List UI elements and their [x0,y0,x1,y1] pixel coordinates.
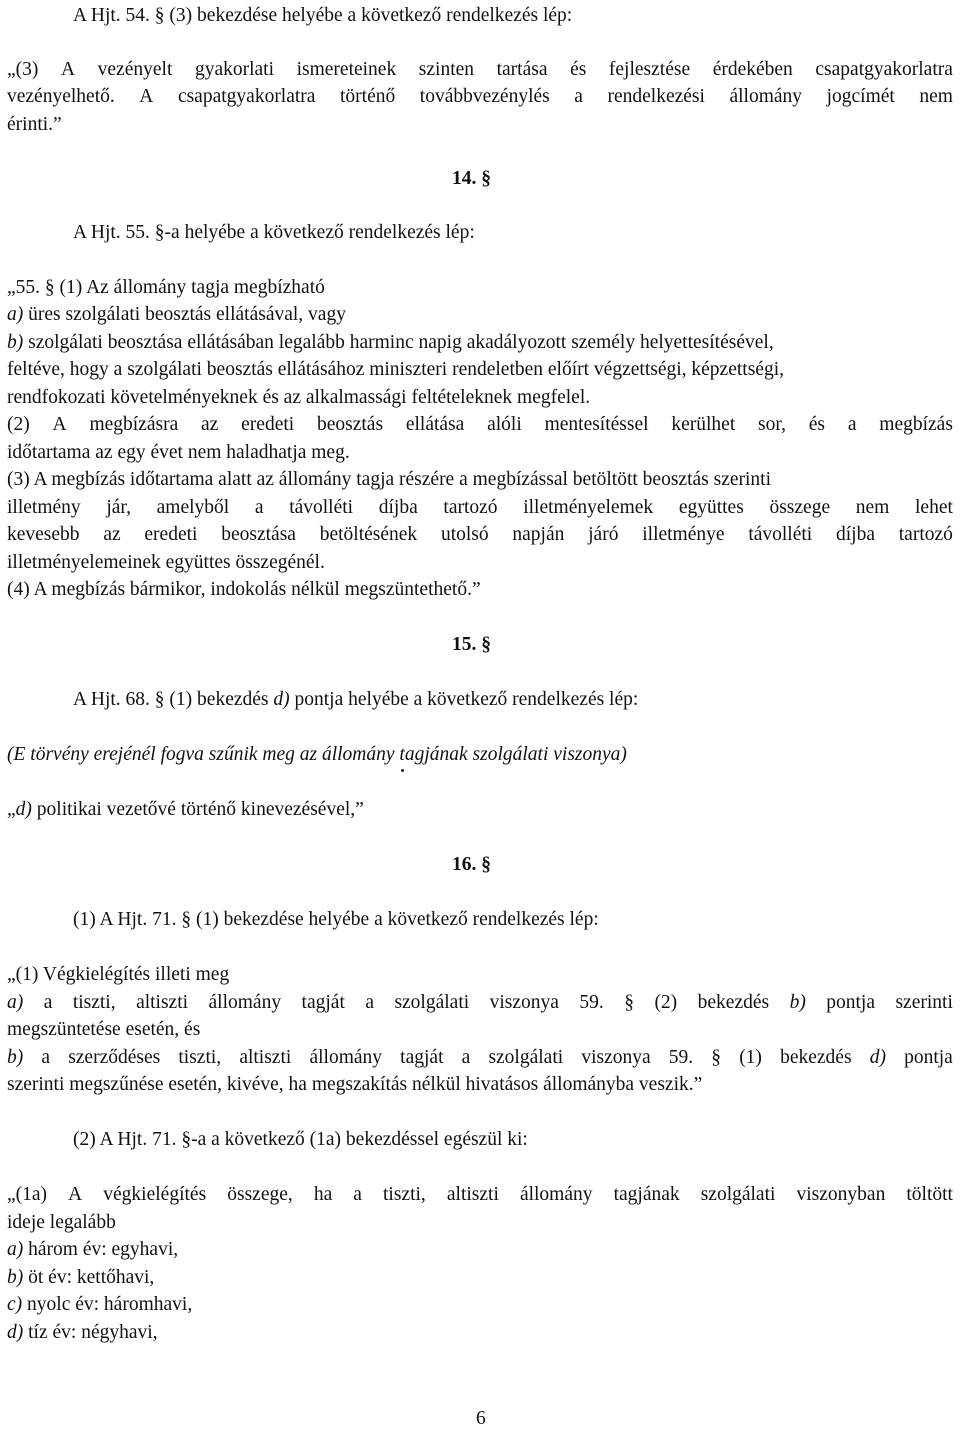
word: töltött [906,1184,953,1205]
word: a) [7,992,24,1013]
s16-item-a [7,1237,178,1263]
s16-p1-line-2 [7,990,953,1016]
word: fejlesztése [608,59,691,80]
word: megbízás [879,414,953,435]
s16-item-b-text: öt év: kettőhavi, [23,1267,155,1288]
word: tiszti, [383,1184,426,1205]
word: A [68,1184,83,1205]
s14-line-8: (3) A megbízás időtartama alatt az állomány tagja részére a megbízással betöltött beosztás szerinti [7,469,771,490]
word: összege, [227,1184,293,1205]
word: lehet [915,497,953,518]
s14-line-3 [7,330,774,356]
s14-line-6 [7,412,953,438]
word: pontja [904,1047,953,1068]
s16-p1-intro: (1) A Hjt. 71. § (1) bekezdése helyébe a következő rendelkezés lép: [73,909,599,930]
word: járó [588,524,619,545]
word: sor, [758,414,786,435]
word: tagját [400,1047,444,1068]
word: bekezdés [780,1047,852,1068]
word: altiszti [446,1184,499,1205]
section-15-heading: 15. § [452,634,491,655]
word: A [139,86,154,107]
s14-line-9 [7,495,953,521]
word: történő [340,86,396,107]
word: megbízásra [89,414,179,435]
s16-p2-line-1 [7,1182,953,1208]
word: a [41,1047,51,1068]
s16-item-c-text: nyolc év: háromhavi, [22,1294,193,1315]
s14-a-mark: a) [7,304,24,325]
word: vezényelhető. [7,86,115,107]
s14-line-7: időtartama az egy évet nem haladhatja meg. [7,442,350,463]
word: 59. [668,1047,694,1068]
word: „(1a) [7,1184,48,1205]
word: d) [869,1047,886,1068]
s15-italic-heading [7,742,627,768]
word: illetménye [642,524,725,545]
word: A [52,414,67,435]
word: tiszti, [72,992,116,1013]
s14-line-5: rendfokozati követelményeknek és az alkalmassági feltételeknek megfelel. [7,387,591,408]
page-number: 6 [476,1408,486,1429]
word: állomány [519,1184,593,1205]
s15-quote [7,797,364,823]
s16-p1-line-5: szerinti megszűnése esetén, kivéve, ha megszakítás nélkül hivatásos állományba veszik.” [7,1074,703,1095]
word: tagjának [613,1184,680,1205]
s16-p2-intro: (2) A Hjt. 71. §-a a következő (1a) bekezdéssel egészül ki: [73,1129,528,1150]
word: ellátása [405,414,465,435]
word: és [808,414,826,435]
word: rendelkezési [607,86,705,107]
word: mentesítéssel [544,414,649,435]
word: altiszti [239,1047,292,1068]
s16-p2-line-2: ideje legalább [7,1212,116,1233]
word: szolgálati [700,1184,776,1205]
word: kerülhet [671,414,736,435]
word: napján [512,524,565,545]
s14-line-11: illetményelemeinek együttes összegénél. [7,552,325,573]
s16-item-a-mark: a) [7,1239,24,1260]
s16-item-a-text: három év: egyhavi, [23,1239,179,1260]
word: b) [7,1047,24,1068]
word: ismereteinek [296,59,397,80]
word: a [574,86,583,107]
s15-quote-text: politikai vezetővé történő kinevezésével,” [31,799,364,820]
word: tartása [496,59,548,80]
word: viszonya [489,992,559,1013]
word: (1) [739,1047,762,1068]
s14-b-mark: b) [7,332,24,353]
word: vezényelt [97,59,173,80]
word: ha [313,1184,333,1205]
word: az [103,524,121,545]
s15-intro [73,687,638,713]
s15-intro-a: A Hjt. 68. § (1) bekezdés [73,689,274,710]
word: alóli [487,414,522,435]
word: pontja [826,992,876,1013]
word: a [353,1184,362,1205]
word: a [847,414,857,435]
s14-line-4: feltéve, hogy a szolgálati beosztás ellátásához miniszteri rendeletben előírt végzettségi, képzettségi, [7,359,784,380]
s16-item-d-mark: d) [7,1322,24,1343]
s16-item-c-mark: c) [7,1294,23,1315]
word: betöltésének [319,524,418,545]
word: § [711,1047,722,1068]
word: díjba [378,497,418,518]
word: szinten [418,59,475,80]
s16-item-b [7,1265,154,1291]
s14-line-10 [7,522,953,548]
word: A [60,59,76,80]
s1-quote-line-1 [7,57,953,83]
section-16-heading: 16. § [452,854,491,875]
s16-p1-line-1: „(1) Végkielégítés illeti meg [7,964,230,985]
word: továbbvezénylés [419,86,550,107]
word: összege [769,497,831,518]
word: távolléti [748,524,813,545]
word: szolgálati [488,1047,564,1068]
word: 59. [579,992,604,1013]
word: csapatgyakorlatra [815,59,953,80]
s1-intro: A Hjt. 54. § (3) bekezdése helyébe a következő rendelkezés lép: [73,5,573,26]
word: utolsó [440,524,489,545]
word: tagját [301,992,345,1013]
s14-line-2 [7,302,346,328]
word: kevesebb [7,524,80,545]
word: gyakorlati [194,59,275,80]
word: díjba [835,524,875,545]
scan-dot [401,769,404,772]
s14-b-text: szolgálati beosztása ellátásában legalább harminc napig akadályozott személy helyettesítésével, [23,332,774,353]
word: eredeti [144,524,198,545]
word: nem [919,86,953,107]
word: amelyből [156,497,230,518]
word: altiszti [136,992,189,1013]
s14-intro: A Hjt. 55. §-a helyébe a következő rendelkezés lép: [73,222,475,243]
s16-item-c [7,1292,192,1318]
s1-quote-line-2 [7,84,953,110]
s16-item-d-text: tíz év: négyhavi, [23,1322,158,1343]
s14-line-12: (4) A megbízás bármikor, indokolás nélkül megszüntethető.” [7,579,481,600]
word: a [254,497,264,518]
word: távolléti [289,497,354,518]
s15-intro-c: pontja helyébe a következő rendelkezés lép: [289,689,639,710]
word: állomány [729,86,803,107]
s16-p1-line-3: megszüntetése esetén, és [7,1019,201,1040]
word: illetményelemek [523,497,654,518]
word: eredeti [241,414,295,435]
word: szerződéses [68,1047,161,1068]
word: bekezdés [697,992,770,1013]
word: b) [789,992,806,1013]
word: viszonyban [796,1184,886,1205]
word: nem [855,497,890,518]
section-14-heading: 14. § [452,168,491,189]
word: a [365,992,374,1013]
word: az [201,414,219,435]
word: § [624,992,634,1013]
s15-quote-mark: d) [15,799,32,820]
s16-p1-line-4 [7,1045,953,1071]
s15-italic-text: (E törvény erejénél fogva szűnik meg az állomány tagjának szolgálati viszonya) [7,744,627,765]
word: szerinti [895,992,953,1013]
word: végkielégítés [103,1184,207,1205]
s15-intro-mark: d) [273,689,290,710]
word: a [43,992,53,1013]
word: (2) [654,992,678,1013]
word: jogcímét [826,86,895,107]
word: csapatgyakorlatra [177,86,316,107]
word: szolgálati [394,992,470,1013]
word: „(3) [7,59,39,80]
s14-line-1: „55. § (1) Az állomány tagja megbízható [7,277,325,298]
word: viszonya [581,1047,651,1068]
word: együttes [678,497,744,518]
s16-item-b-mark: b) [7,1267,24,1288]
word: és [570,59,587,80]
s14-a-text: üres szolgálati beosztás ellátásával, vagy [23,304,346,325]
word: jár, [106,497,131,518]
s15-quote-open: „ [7,799,16,820]
word: érdekében [712,59,793,80]
word: állomány [208,992,282,1013]
word: tiszti, [178,1047,222,1068]
word: tartozó [443,497,498,518]
s16-item-d [7,1320,158,1346]
word: a [461,1047,471,1068]
word: beosztása [221,524,296,545]
word: állomány [309,1047,383,1068]
word: (2) [7,414,30,435]
word: beosztás [316,414,384,435]
s1-quote-line-3: érinti.” [7,114,62,135]
word: tartozó [898,524,953,545]
word: illetmény [7,497,81,518]
